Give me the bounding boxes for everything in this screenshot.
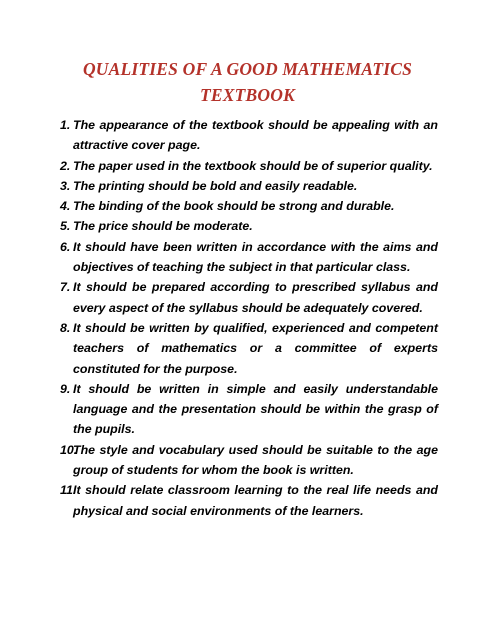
item-text: The style and vocabulary used should be suitable to the age group of students for whom the book is written.	[73, 442, 438, 478]
item-number: 3.	[60, 178, 71, 193]
item-text: It should be written in simple and easily understandable language and the presentation should be within the grasp of the pupils.	[73, 381, 438, 437]
list-item	[60, 237, 438, 278]
item-number: 6.	[60, 239, 71, 254]
item-text: It should be prepared according to prescribed syllabus and every aspect of the syllabus should be adequately covered.	[73, 280, 438, 315]
item-text: The paper used in the textbook should be of superior quality.	[73, 158, 433, 173]
list-item	[60, 156, 438, 176]
item-number: 4.	[60, 199, 71, 214]
list-item	[60, 379, 438, 440]
item-number: 1.	[60, 118, 71, 132]
list-item	[60, 277, 438, 318]
list-item	[60, 176, 438, 196]
item-text: It should relate classroom learning to the real life needs and physical and social environments of the learners.	[73, 483, 438, 518]
qualities-list	[60, 115, 438, 521]
list-item	[60, 216, 438, 236]
item-number: 9.	[60, 381, 71, 396]
page-title	[0, 56, 495, 108]
list-item	[60, 480, 438, 521]
item-text: It should have been written in accordance with the aims and objectives of teaching the subject in that particular class.	[73, 239, 438, 275]
title-line-1: QUALITIES OF A GOOD MATHEMATICS	[82, 59, 413, 79]
item-number: 11.	[60, 483, 77, 498]
item-number: 10.	[60, 442, 78, 457]
title-line-2: TEXTBOOK	[200, 85, 295, 105]
list-item	[60, 196, 438, 216]
item-number: 7.	[60, 280, 71, 295]
item-number: 2.	[60, 158, 71, 173]
item-number: 5.	[60, 219, 71, 234]
item-text: It should be written by qualified, experienced and competent teachers of mathematics or a committee of experts constituted for the purpose.	[73, 320, 438, 376]
list-item	[60, 440, 438, 481]
list-item	[60, 115, 438, 156]
item-text: The printing should be bold and easily readable.	[73, 178, 358, 193]
item-text: The appearance of the textbook should be appealing with an attractive cover page.	[73, 118, 438, 153]
list-item	[60, 318, 438, 379]
item-text: The binding of the book should be strong and durable.	[73, 199, 395, 214]
item-text: The price should be moderate.	[73, 219, 253, 234]
item-number: 8.	[60, 320, 71, 335]
